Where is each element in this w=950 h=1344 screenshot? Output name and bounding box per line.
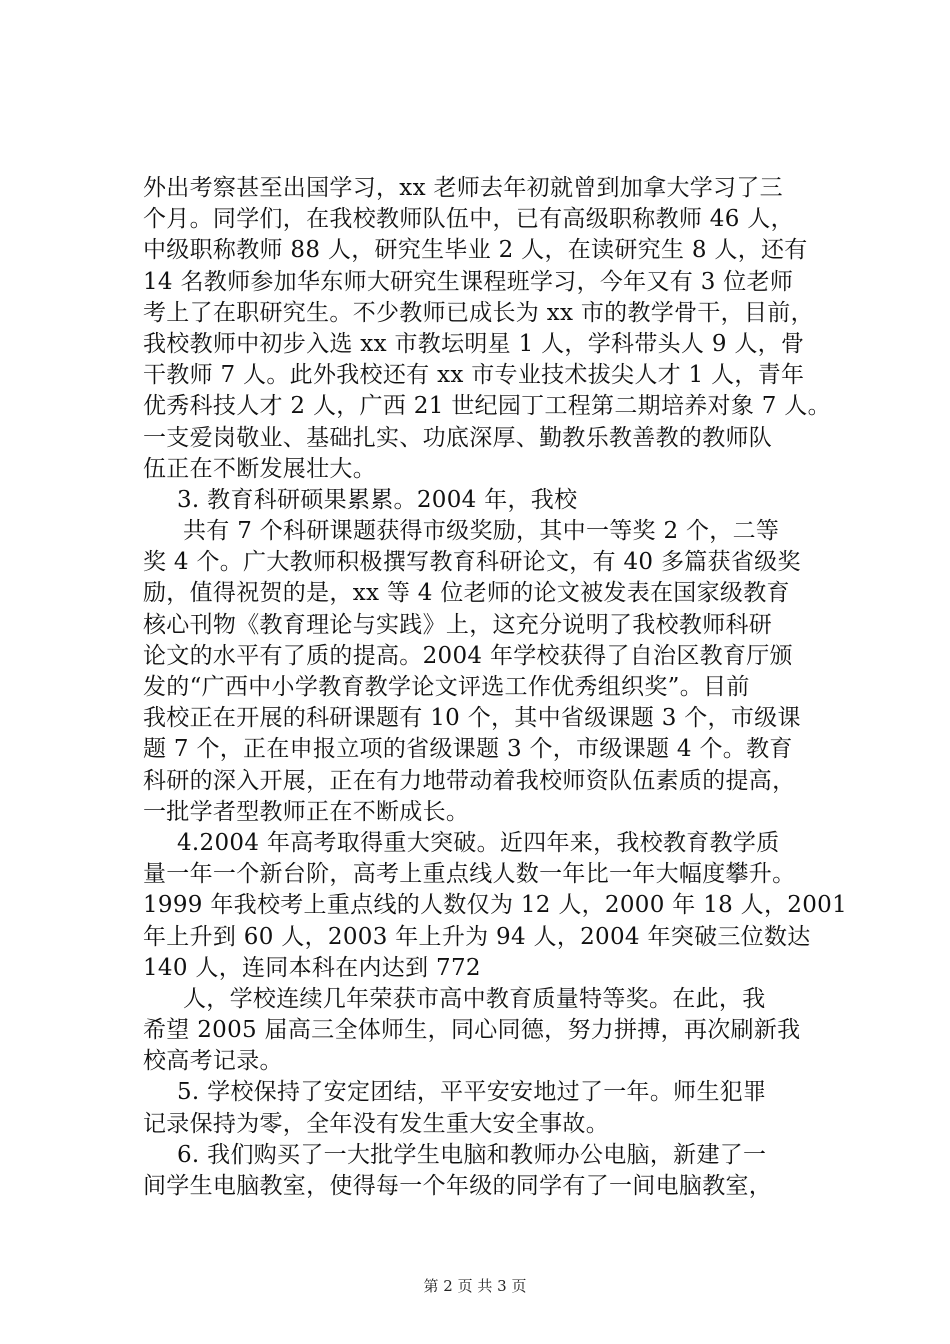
text-line: 题 7 个，正在申报立项的省级课题 3 个，市级课题 4 个。教育 xyxy=(143,736,793,763)
text-line: 个月。同学们，在我校教师队伍中，已有高级职称教师 46 人， xyxy=(143,206,794,233)
text-line: 量一年一个新台阶，高考上重点线人数一年比一年大幅度攀升。 xyxy=(143,861,796,888)
text-line: 科研的深入开展，正在有力地带动着我校师资队伍素质的提高， xyxy=(143,767,796,794)
text-line: 考上了在职研究生。不少教师已成长为 xx 市的教学骨干，目前， xyxy=(143,299,814,326)
text-line: 核心刊物《教育理论与实践》上，这充分说明了我校教师科研 xyxy=(143,611,773,638)
text-line: 间学生电脑教室，使得每一个年级的同学有了一间电脑教室， xyxy=(143,1173,773,1199)
text-line: 140 人，连同本科在内达到 772 xyxy=(143,954,481,981)
text-line: 发的“广西中小学教育教学论文评选工作优秀组织奖”。目前 xyxy=(143,674,750,700)
page-number-footer: 第 2 页 共 3 页 xyxy=(423,1277,527,1295)
text-line: 希望 2005 届高三全体师生，同心同德，努力拼搏，再次刷新我 xyxy=(143,1017,801,1044)
text-line: 干教师 7 人。此外我校还有 xx 市专业技术拔尖人才 1 人，青年 xyxy=(143,362,805,389)
text-line: 人，学校连续几年荣获市高中教育质量特等奖。在此，我 xyxy=(183,985,766,1012)
text-line: 优秀科技人才 2 人，广西 21 世纪园丁工程第二期培养对象 7 人。 xyxy=(143,393,831,420)
text-line: 14 名教师参加华东师大研究生课程班学习，今年又有 3 位老师 xyxy=(143,268,794,295)
text-line: 一支爱岗敬业、基础扎实、功底深厚、勤教乐教善教的教师队 xyxy=(143,424,773,451)
text-line: 记录保持为零，全年没有发生重大安全事故。 xyxy=(143,1110,609,1137)
text-line: 1999 年我校考上重点线的人数仅为 12 人，2000 年 18 人，2001 xyxy=(143,892,847,919)
text-line: 一批学者型教师正在不断成长。 xyxy=(143,798,470,825)
text-line: 外出考察甚至出国学习，xx 老师去年初就曾到加拿大学习了三 xyxy=(143,175,783,201)
text-line: 年上升到 60 人，2003 年上升为 94 人，2004 年突破三位数达 xyxy=(143,923,811,950)
text-line: 共有 7 个科研课题获得市级奖励，其中一等奖 2 个，二等 xyxy=(183,518,780,545)
section-heading: 5. 学校保持了安定团结，平平安安地过了一年。师生犯罪 xyxy=(177,1079,767,1106)
text-line: 论文的水平有了质的提高。2004 年学校获得了自治区教育厅颁 xyxy=(143,642,793,669)
body-text xyxy=(143,173,847,1202)
section-heading: 4.2004 年高考取得重大突破。近四年来，我校教育教学质 xyxy=(177,829,780,856)
section-heading: 6. 我们购买了一大批学生电脑和教师办公电脑，新建了一 xyxy=(177,1141,767,1168)
text-line: 伍正在不断发展壮大。 xyxy=(143,455,376,482)
section-heading: 3. 教育科研硕果累累。2004 年，我校 xyxy=(177,486,578,513)
text-line: 我校教师中初步入选 xx 市教坛明星 1 人，学科带头人 9 人，骨 xyxy=(143,330,805,357)
text-line: 我校正在开展的科研课题有 10 个，其中省级课题 3 个，市级课 xyxy=(143,705,801,732)
text-line: 励，值得祝贺的是，xx 等 4 位老师的论文被发表在国家级教育 xyxy=(143,580,790,607)
text-line: 奖 4 个。广大教师积极撰写教育科研论文，有 40 多篇获省级奖 xyxy=(143,549,801,576)
text-line: 校高考记录。 xyxy=(143,1048,283,1075)
text-line: 中级职称教师 88 人，研究生毕业 2 人，在读研究生 8 人，还有 xyxy=(143,237,808,264)
